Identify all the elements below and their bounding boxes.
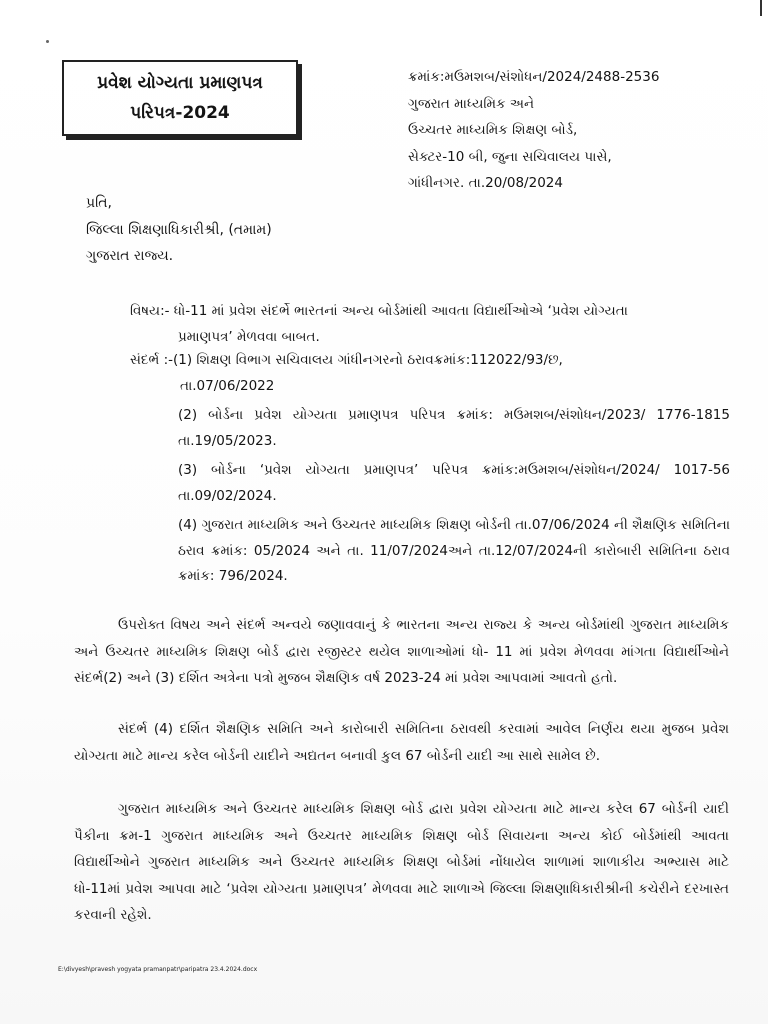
issuer-line-1: ગુજરાત માધ્યમિક અને xyxy=(408,95,535,112)
issuer-header xyxy=(408,64,763,197)
body-paragraph-1: ઉપરોક્ત વિષય અને સંદર્ભ અન્વયે જણાવવાનું કે ભારતના અન્ય રાજ્ય કે અન્ય બોર્ડમાંથી ગુજરાત માધ્યમિક અને ઉચ્ચતર માધ્યમિક શિક્ષણ બોર્ડ દ્વારા રજીસ્ટર થયેલ શાળાઓમાં ધો- 11 માં પ્રવેશ મેળવવા માંગતા વિદ્યાર્થીઓને સંદર્ભ(2) અને (3) દર્શિત અત્રેના પત્રો મુજબ શૈક્ષણિક વર્ષ 2023-24 માં પ્રવેશ આપવામાં આવતો હતો. xyxy=(74,617,729,686)
body-paragraph-3: ગુજરાત માધ્યમિક અને ઉચ્ચતર માધ્યમિક શિક્ષણ બોર્ડ દ્વારા પ્રવેશ યોગ્યતા માટે માન્ય કરેલ 67 બોર્ડની યાદી પૈકીના ક્રમ-1 ગુજરાત માધ્યમિક અને ઉચ્ચતર માધ્યમિક શિક્ષણ બોર્ડ સિવાયના અન્ય કોઈ બોર્ડમાંથી આવતા વિદ્યાર્થીઓને ગુજરાત માધ્યમિક અને ઉચ્ચતર માધ્યમિક શિક્ષણ બોર્ડમાં નોંધાયેલ શાળામાં શાળાકીય અભ્યાસ માટે ધો-11માં પ્રવેશ આપવા માટે ‘પ્રવેશ યોગ્યતા પ્રમાણપત્ર’ મેળવવા માટે શાળાએ જિલ્લા શિક્ષણાધિકારીશ્રીની કચેરીને દરખાસ્ત કરવાની રહેશે. xyxy=(74,801,729,923)
reference-3: (3) બોર્ડના ‘પ્રવેશ યોગ્યતા પ્રમાણપત્ર’ પરિપત્ર ક્રમાંક:મઉમશબ/સંશોધન/2024/ 1017-56 તા.09/02/2024. xyxy=(178,462,730,504)
references-label: સંદર્ભ :- xyxy=(130,352,173,368)
circular-title-box xyxy=(62,60,298,136)
reference-1-line-1 xyxy=(130,348,730,374)
subject-line-1: વિષય:- ધો-11 માં પ્રવેશ સંદર્ભે ભારતનાં અન્ય બોર્ડમાંથી આવતા વિદ્યાર્થીઓએ ‘પ્રવેશ યોગ્યતા xyxy=(130,303,628,319)
issuer-line-2: ઉચ્ચતર માધ્યમિક શિક્ષણ બોર્ડ, xyxy=(408,122,578,138)
reference-number: ક્રમાંક:મઉમશબ/સંશોધન/2024/2488-2536 xyxy=(408,69,660,85)
reference-2: (2) બોર્ડના પ્રવેશ યોગ્યતા પ્રમાણપત્ર પરિપત્ર ક્રમાંક: મઉમશબ/સંશોધન/2023/ 1776-1815 તા.19/05/2023. xyxy=(178,407,730,449)
issuer-address: સેક્ટર-10 બી, જુના સચિવાલય પાસે, xyxy=(408,148,612,165)
addressee-block xyxy=(86,190,272,270)
scan-edge-mark xyxy=(750,0,762,16)
footer-file-path: E:\divyesh\pravesh yogyata pramanpatr\paripatra 23.4.2024.docx xyxy=(58,966,258,973)
scan-speck xyxy=(46,40,49,43)
title-line-1: પ્રવેશ યોગ્યતા પ્રમાણપત્ર xyxy=(97,73,263,93)
body-paragraph-2: સંદર્ભ (4) દર્શિત શૈક્ષણિક સમિતિ અને કારોબારી સમિતિના ઠરાવથી કરવામાં આવેલ નિર્ણય થયા મુજબ પ્રવેશ યોગ્યતા માટે માન્ય કરેલ બોર્ડની યાદીને અદ્યતન બનાવી કુલ 67 બોર્ડની યાદી આ સાથે સામેલ છે. xyxy=(74,721,729,764)
addressee-officer: જિલ્લા શિક્ષણાધિકારીશ્રી, (તમામ) xyxy=(86,221,272,238)
references-block xyxy=(130,348,730,590)
issue-place-date: ગાંધીનગર. તા.20/08/2024 xyxy=(408,175,563,191)
subject-line-2: પ્રમાણપત્ર’ મેળવવા બાબત. xyxy=(178,329,320,345)
addressee-state: ગુજરાત રાજ્ય. xyxy=(86,248,174,264)
subject-block xyxy=(130,298,730,350)
title-line-2: પરિપત્ર-2024 xyxy=(130,103,230,123)
reference-4: (4) ગુજરાત માધ્યમિક અને ઉચ્ચતર માધ્યમિક શિક્ષણ બોર્ડની તા.07/06/2024 ની શૈક્ષણિક સમિતિના ઠરાવ ક્રમાંક: 05/2024 અને તા. 11/07/2024અને તા.12/07/2024ની કારોબારી સમિતિના ઠરાવ ક્રમાંક: 796/2024. xyxy=(178,517,730,584)
reference-1-date: તા.07/06/2022 xyxy=(180,377,275,394)
reference-1-text: (1) શિક્ષણ વિભાગ સચિવાલય ગાંધીનગરનો ઠરાવક્રમાંક:112022/93/છ, xyxy=(173,352,563,368)
addressee-to: પ્રતિ, xyxy=(86,195,112,211)
